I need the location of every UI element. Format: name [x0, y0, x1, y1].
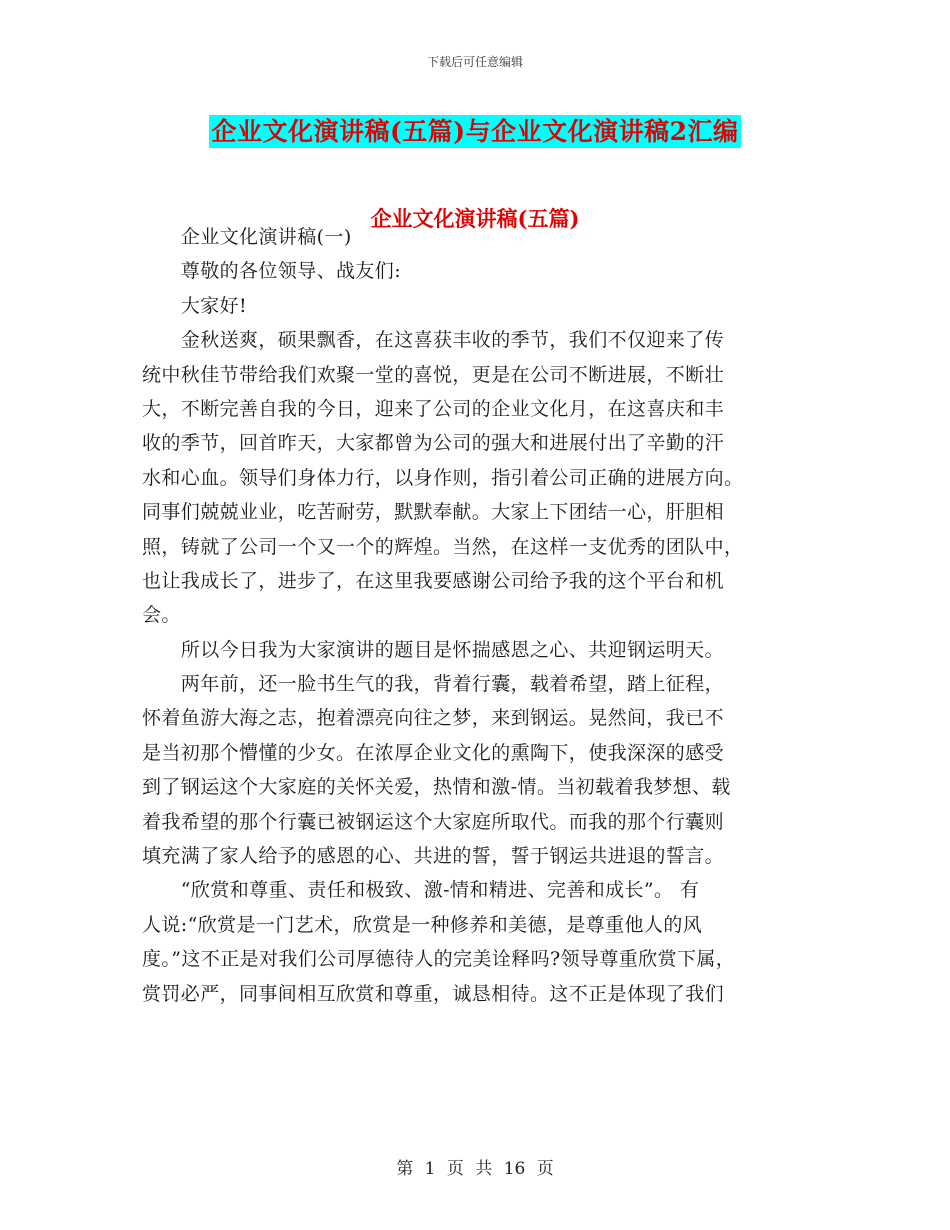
text-line: 企业文化演讲稿(一) [142, 226, 352, 248]
text-line: 金秋送爽，硕果飘香，在这喜获丰收的季节，我们不仅迎来了传 [142, 329, 725, 352]
text-line: 赏罚必严，同事间相互欣赏和尊重，诚恳相待。这不正是体现了我们 [142, 982, 725, 1005]
document-title [0, 112, 950, 148]
text-line: 填充满了家人给予的感恩的心、共进的誓，誓于钢运共进退的誓言。 [142, 845, 725, 868]
text-line: 尊敬的各位领导、战友们: [142, 260, 402, 283]
section-title: 企业文化演讲稿(五篇) [370, 206, 580, 231]
text-line: 着我希望的那个行囊已被钢运这个大家庭所取代。而我的那个行囊则 [142, 810, 725, 833]
header-note: 下载后可任意编辑 [426, 55, 523, 69]
text-line: 大家好! [142, 294, 248, 317]
document-title-text: 企业文化演讲稿(五篇)与企业文化演讲稿2汇编 [211, 117, 739, 146]
text-line: 同事们兢兢业业，吃苦耐劳，默默奉献。大家上下团结一心，肝胆相 [142, 501, 725, 524]
text-line: 是当初那个懵懂的少女。在浓厚企业文化的熏陶下，使我深深的感受 [142, 741, 725, 764]
text-line: “欣赏和尊重、责任和极致、激-情和精进、完善和成长”。 有 [142, 879, 700, 902]
text-line: 度。”这不正是对我们公司厚德待人的完美诠释吗?领导尊重欣赏下属， [142, 948, 736, 971]
text-line: 也让我成长了，进步了，在这里我要感谢公司给予我的这个平台和机 [142, 569, 725, 592]
text-line: 大，不断完善自我的今日，迎来了公司的企业文化月，在这喜庆和丰 [142, 397, 725, 420]
text-line: 照，铸就了公司一个又一个的辉煌。当然，在这样一支优秀的团队中， [142, 535, 744, 558]
text-line: 怀着鱼游大海之志，抱着漂亮向往之梦，来到钢运。晃然间，我已不 [142, 707, 725, 730]
text-line: 所以今日我为大家演讲的题目是怀揣感恩之心、共迎钢运明天。 [142, 638, 725, 661]
page-footer: 第 1 页 共 16 页 [396, 1159, 554, 1179]
text-line: 水和心血。领导们身体力行，以身作则，指引着公司正确的进展方向。 [142, 466, 744, 489]
text-line: 两年前，还一脸书生气的我，背着行囊，载着希望，踏上征程， [142, 673, 725, 696]
text-line: 到了钢运这个大家庭的关怀关爱，热情和激-情。当初载着我梦想、载 [142, 776, 731, 799]
text-line: 统中秋佳节带给我们欢聚一堂的喜悦，更是在公司不断进展，不断壮 [142, 363, 725, 386]
text-line: 人说:“欣赏是一门艺术，欣赏是一种修养和美德，是尊重他人的风 [142, 913, 703, 936]
text-line: 会。 [142, 604, 181, 627]
body-text [142, 220, 804, 1011]
text-line: 收的季节，回首昨天，大家都曾为公司的强大和进展付出了辛勤的汗 [142, 432, 725, 455]
